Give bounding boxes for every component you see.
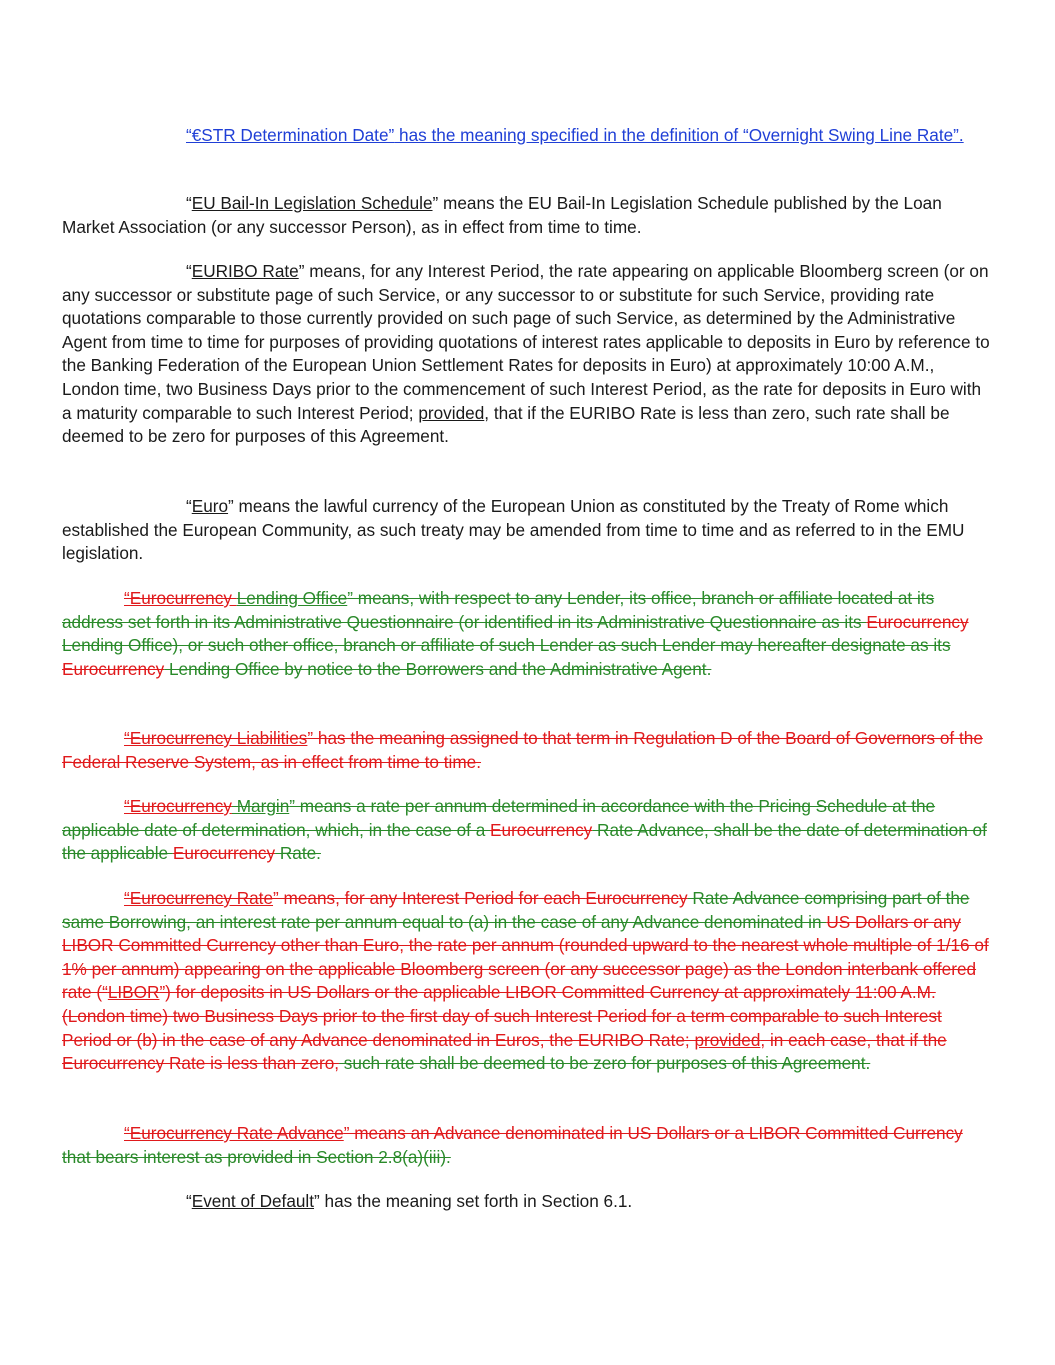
deleted-definition-lending-office xyxy=(62,587,994,681)
deleted-term-part: Lending Office xyxy=(236,588,348,608)
deleted-term: “Eurocurrency Rate Advance xyxy=(124,1123,344,1143)
deleted-text: US Dollars or any LIBOR Committed Currency other than Euro, the rate per annum (rounded upward to the nearest whole multiple of 1/16 of 1% per annum) appearing on the applicable Bloomberg screen (or any successor page) as the London interbank offered rate (“ xyxy=(62,911,989,1003)
definition-event-of-default xyxy=(62,1190,994,1214)
open-quote: “ xyxy=(186,193,192,213)
deleted-libor-term: LIBOR xyxy=(107,982,160,1003)
deleted-text: that bears interest as provided in Section 2.8(a)(iii). xyxy=(62,1146,451,1167)
deleted-text: ” has the meaning assigned to that term in Regulation D of the Board of Governors of the Federal Reserve System, as in effect from time to time. xyxy=(62,728,983,772)
definition-text: has the meaning set forth in Section 6.1. xyxy=(319,1191,633,1211)
deleted-definition-eurocurrency-rate xyxy=(62,887,994,1076)
close-quote: ” xyxy=(298,261,305,281)
deleted-text: Eurocurrency xyxy=(62,658,165,679)
deleted-text: Rate. xyxy=(275,843,321,864)
deleted-term-part: “Eurocurrency xyxy=(124,588,237,608)
close-quote: ” xyxy=(228,496,234,516)
deleted-text: ” means, with respect to any Lender, its office, branch or affiliate located at its address set forth in its Administrative Questionnaire (or identified in its Administrative Questionnaire as its xyxy=(62,588,935,632)
definition-eu-bail-in xyxy=(62,192,994,239)
open-quote: “ xyxy=(186,1191,192,1211)
close-quote: ” xyxy=(314,1191,320,1211)
deleted-definition-liabilities xyxy=(62,727,994,774)
defined-term: EURIBO Rate xyxy=(191,261,299,281)
open-quote: “ xyxy=(186,496,192,516)
deleted-text: Eurocurrency xyxy=(585,888,688,908)
provided-term: provided xyxy=(418,402,485,423)
close-quote: ” xyxy=(432,193,439,213)
deleted-text: Eurocurrency xyxy=(490,819,593,840)
defined-term: Event of Default xyxy=(191,1191,315,1211)
deleted-text: Eurocurrency xyxy=(866,611,969,632)
deleted-text: ” means a rate per annum determined in accordance with the Pricing Schedule at the applicable date of determination, which, in the case of a xyxy=(62,796,936,840)
defined-term: EU Bail-In Legislation Schedule xyxy=(191,193,433,213)
deleted-definition-margin xyxy=(62,795,994,866)
open-quote: “ xyxy=(186,261,192,281)
deleted-term-part: Margin xyxy=(231,796,290,816)
deleted-text: , in each case, that if the xyxy=(760,1029,947,1050)
deleted-term: “Eurocurrency Rate xyxy=(124,888,274,908)
definition-text: means the EU Bail-In Legislation Schedule published by the Loan Market Association (or any successor Person), as in effect from time to time. xyxy=(62,193,942,237)
definition-euribo-rate xyxy=(62,260,994,449)
deleted-text: Lending Office), or such other office, branch or affiliate of such Lender as such Lender may hereafter designate as its xyxy=(62,635,951,656)
deleted-definition-rate-advance xyxy=(62,1122,994,1169)
definition-euro xyxy=(62,495,994,566)
deleted-text: Rate Advance comprising part of the same Borrowing, an interest rate per annum equal to (a) in the case of any Advance denominated in xyxy=(62,888,970,932)
inserted-text: has the meaning specified in the definition of “Overnight Swing Line Rate”. xyxy=(394,125,964,145)
inserted-term: “€STR Determination Date” xyxy=(186,125,395,145)
deleted-term: “Eurocurrency Liabilities xyxy=(124,728,308,748)
defined-term: Euro xyxy=(191,496,229,516)
deleted-text: Lending Office by notice to the Borrowers and the Administrative Agent. xyxy=(164,658,712,679)
deleted-provided-term: provided xyxy=(694,1029,761,1050)
definition-str-determination-date xyxy=(62,124,994,148)
definition-text: means the lawful currency of the European Union as constituted by the Treaty of Rome which established the European Community, as such treaty may be amended from time to time and as referred to in the EMU legislation. xyxy=(62,496,965,564)
deleted-text: ” means, for any Interest Period for each xyxy=(273,888,586,908)
deleted-text: US Dollars or a LIBOR Committed Currency xyxy=(627,1123,963,1143)
deleted-text: Eurocurrency xyxy=(172,843,276,864)
definition-text-cont: , that if the EURIBO Rate is less than zero, such rate shall be deemed to be zero for purposes of this Agreement. xyxy=(62,402,950,447)
definition-text: means, for any Interest Period, the rate appearing on applicable Bloomberg screen (or on any successor or substitute page of such Service, or any successor to or substitute for such Service, providing rate quotations comparable to those currently provided on such page of such Service, as determined by the Administrative Agent from time to time for purposes of providing quotations of interest rates applicable to deposits in Euro by reference to the Banking Federation of the European Union Settlement Rates for deposits in Euro) at approximately 10:00 A.M., London time, two Business Days prior to the commencement of such Interest Period, as the rate for deposits in Euro with a maturity comparable to such Interest Period; xyxy=(62,261,990,423)
deleted-text: Rate Advance, shall be the date of determination of the applicable xyxy=(62,819,987,864)
deleted-text: Eurocurrency Rate is less than zero, xyxy=(62,1053,340,1074)
deleted-text: ” means an Advance denominated in xyxy=(343,1123,628,1143)
deleted-text: ”) for deposits in US Dollars or the applicable LIBOR Committed Currency at approximately 11:00 A.M. (London time) two Business Days prior to the first day of such Interest Period for a term comparable to such Interest Period or (b) in the case of any Advance denominated in Euros, the EURIBO Rate; xyxy=(62,982,942,1050)
deleted-term-part: “Eurocurrency xyxy=(124,796,232,816)
deleted-text: such rate shall be deemed to be zero for purposes of this Agreement. xyxy=(339,1053,871,1074)
